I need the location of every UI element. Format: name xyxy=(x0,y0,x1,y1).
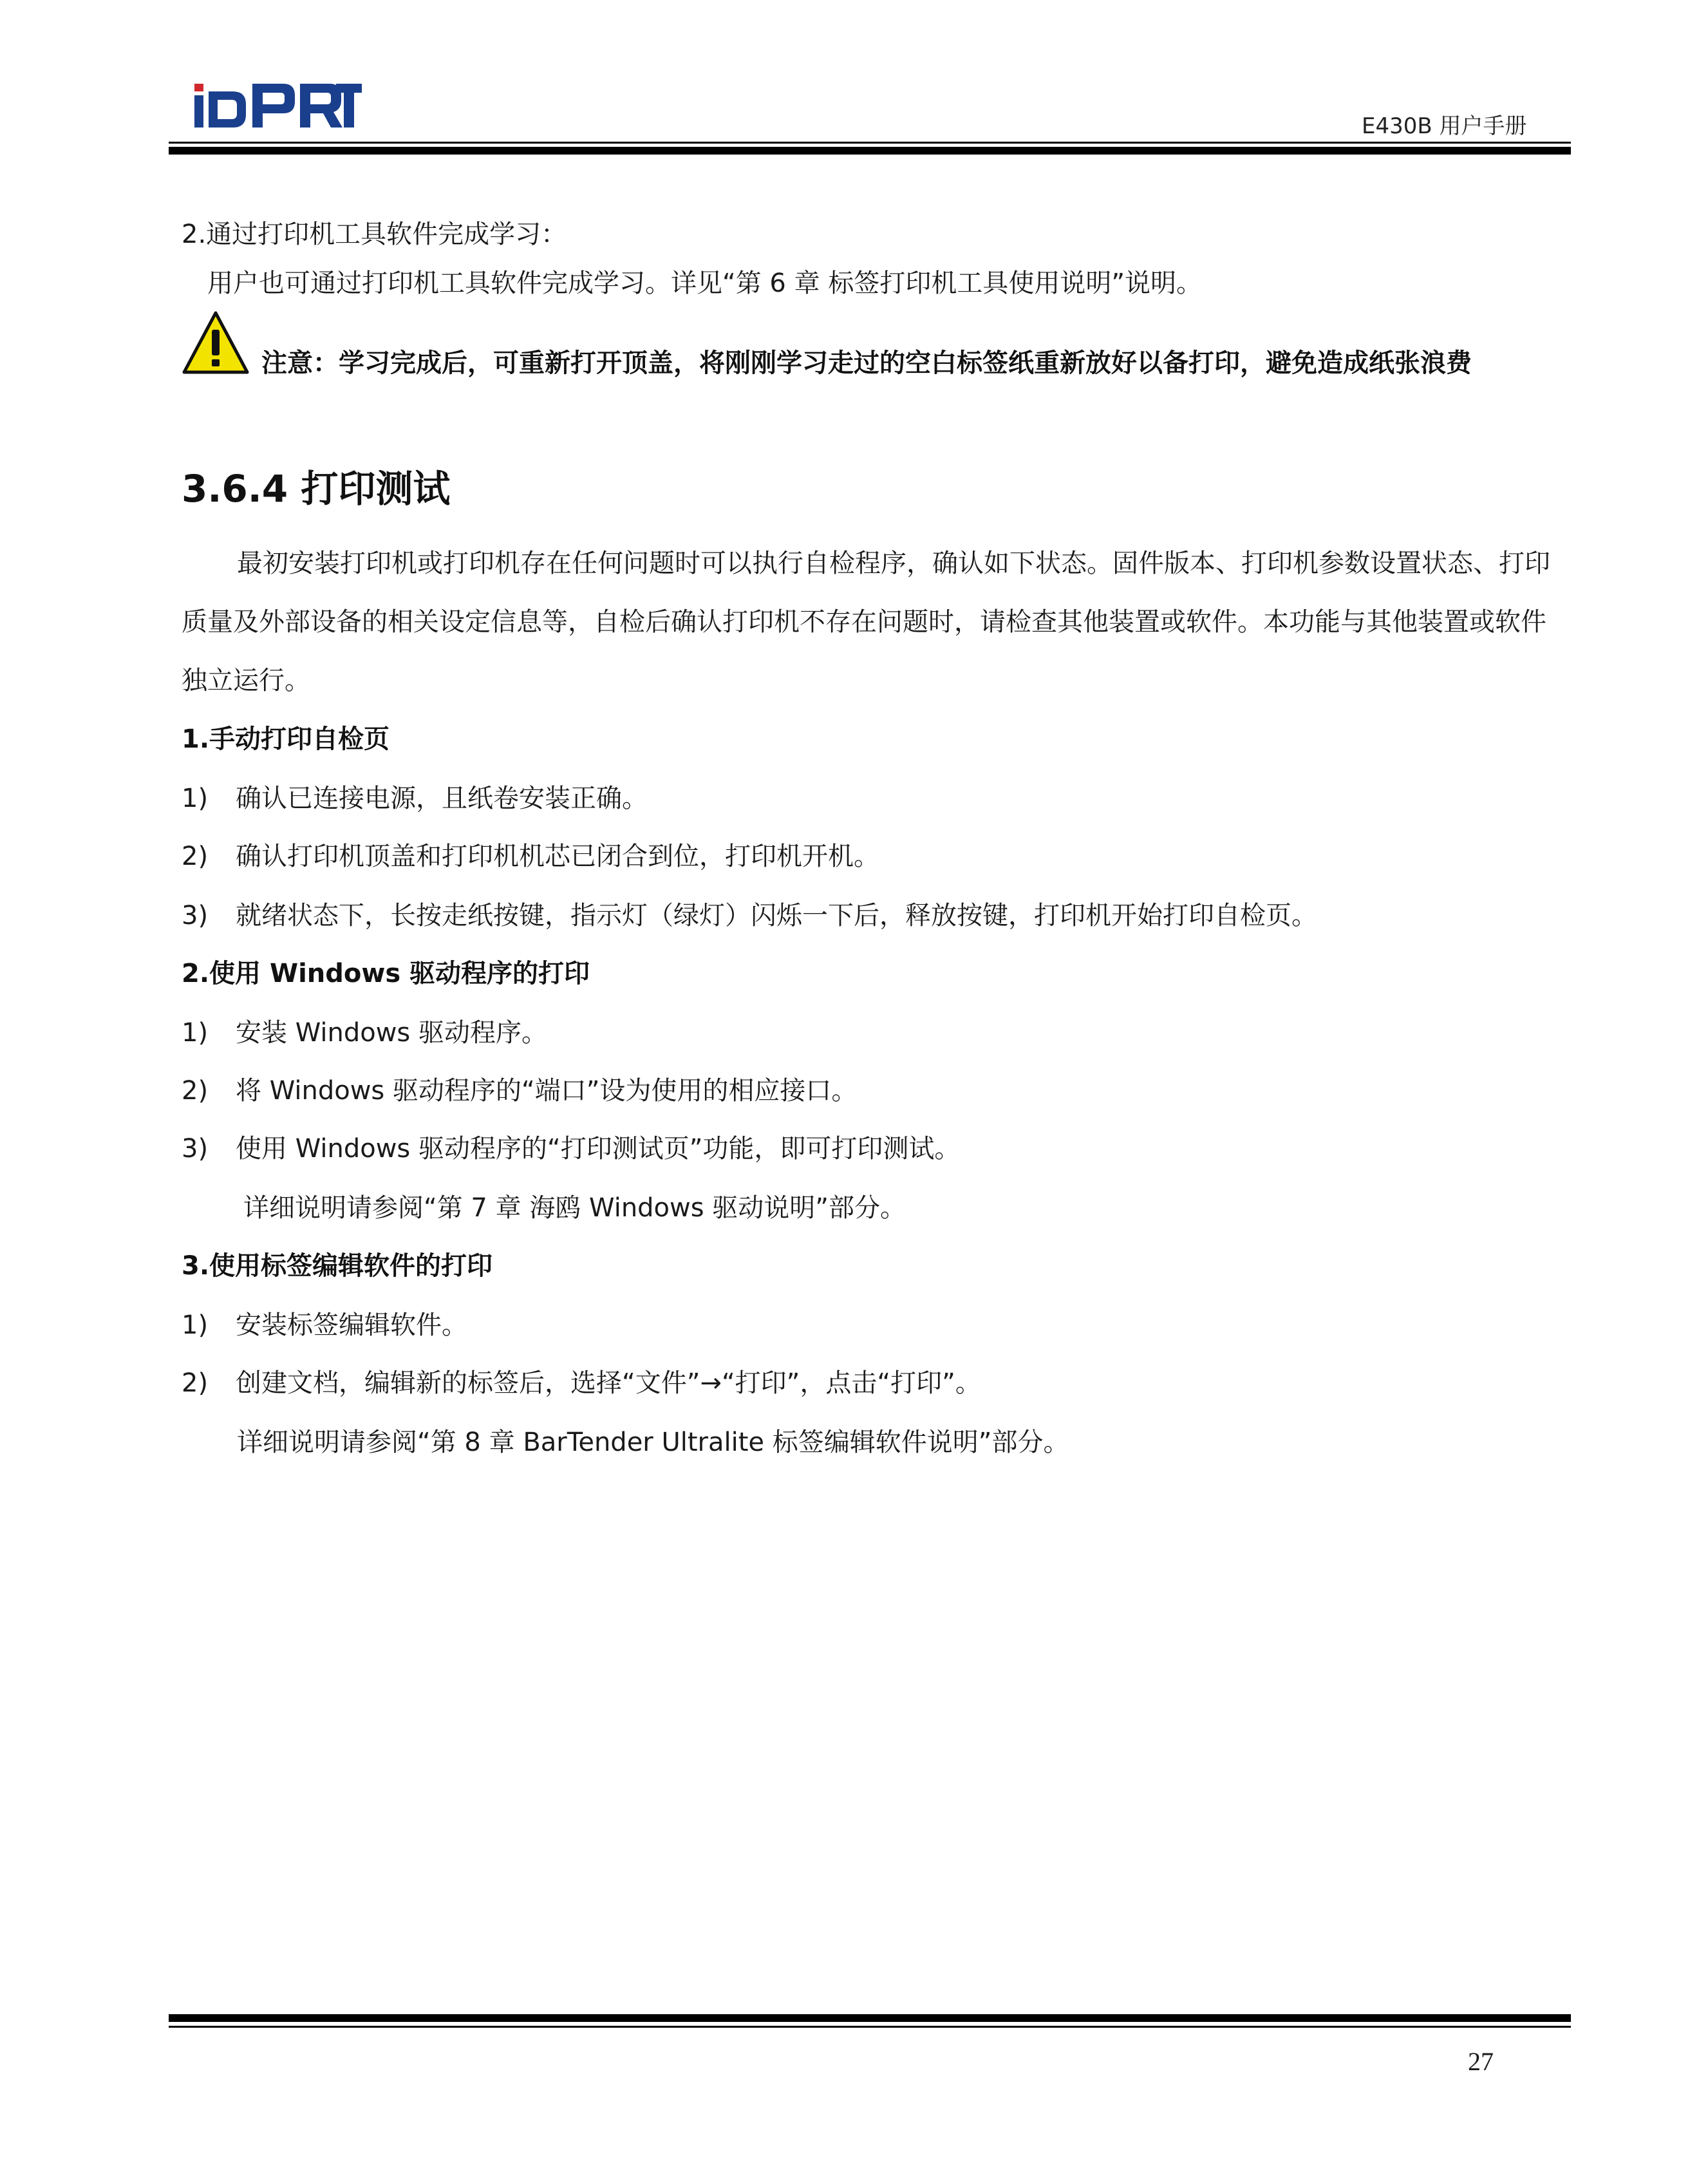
learn-tool-text: 用户也可通过打印机工具软件完成学习。详见“第 6 章 标签打印机工具使用说明”说明。 xyxy=(207,269,1203,298)
list-item xyxy=(182,780,648,816)
windows-driver-heading: 2.使用 Windows 驱动程序的打印 xyxy=(182,959,590,988)
list-item xyxy=(182,1307,467,1343)
label-software-heading: 3.使用标签编辑软件的打印 xyxy=(182,1251,493,1281)
list-item xyxy=(182,1015,547,1051)
list-number: 1) xyxy=(182,1310,209,1340)
footer-rule-thick xyxy=(169,2014,1571,2022)
list-text: 安装 Windows 驱动程序。 xyxy=(236,1018,547,1048)
list-number: 2) xyxy=(182,1368,209,1398)
list-number: 1) xyxy=(182,784,209,813)
label-software-note: 详细说明请参阅“第 8 章 BarTender Ultralite 标签编辑软件说明”部分。 xyxy=(237,1428,1069,1457)
warning-icon xyxy=(182,310,250,375)
page-number: 27 xyxy=(1468,2047,1494,2076)
windows-driver-note: 详细说明请参阅“第 7 章 海鸥 Windows 驱动说明”部分。 xyxy=(243,1193,906,1223)
document-title: E430B 用户手册 xyxy=(1362,113,1527,139)
list-number: 2) xyxy=(182,1076,209,1106)
list-text: 就绪状态下，长按走纸按键，指示灯（绿灯）闪烁一下后，释放按键，打印机开始打印自检页。 xyxy=(236,901,1317,930)
list-text: 使用 Windows 驱动程序的“打印测试页”功能，即可打印测试。 xyxy=(236,1134,961,1164)
section-intro: 最初安装打印机或打印机存在任何问题时可以执行自检程序，确认如下状态。固件版本、打印机参数设置状态、打印质量及外部设备的相关设定信息等，自检后确认打印机不存在问题时，请检查其他装置或软件。本功能与其他装置或软件独立运行。 xyxy=(182,549,1550,695)
list-item xyxy=(182,1073,857,1109)
list-item xyxy=(182,898,1317,934)
warning-text: 注意：学习完成后，可重新打开顶盖，将刚刚学习走过的空白标签纸重新放好以备打印，避免造成纸张浪费 xyxy=(261,348,1472,378)
learn-tool-heading: 2.通过打印机工具软件完成学习： xyxy=(182,220,567,249)
list-item xyxy=(182,1365,981,1401)
footer-rule-thin xyxy=(169,2026,1571,2028)
section-title: 3.6.4 打印测试 xyxy=(182,467,451,511)
list-number: 3) xyxy=(182,1134,209,1164)
header-rule-thick xyxy=(169,147,1571,155)
list-number: 3) xyxy=(182,901,209,930)
list-text: 将 Windows 驱动程序的“端口”设为使用的相应接口。 xyxy=(236,1076,858,1106)
list-text: 确认打印机顶盖和打印机机芯已闭合到位，打印机开机。 xyxy=(236,842,879,871)
list-number: 1) xyxy=(182,1018,209,1048)
list-item xyxy=(182,838,879,874)
manual-selftest-heading: 1.手动打印自检页 xyxy=(182,724,390,754)
list-text: 安装标签编辑软件。 xyxy=(236,1310,467,1340)
list-text: 创建文档，编辑新的标签后，选择“文件”→“打印”，点击“打印”。 xyxy=(236,1368,981,1398)
list-text: 确认已连接电源，且纸卷安装正确。 xyxy=(236,784,648,813)
list-number: 2) xyxy=(182,842,209,871)
idprt-logo xyxy=(193,82,362,129)
header-rule-thin xyxy=(169,142,1571,144)
list-item xyxy=(182,1131,960,1167)
